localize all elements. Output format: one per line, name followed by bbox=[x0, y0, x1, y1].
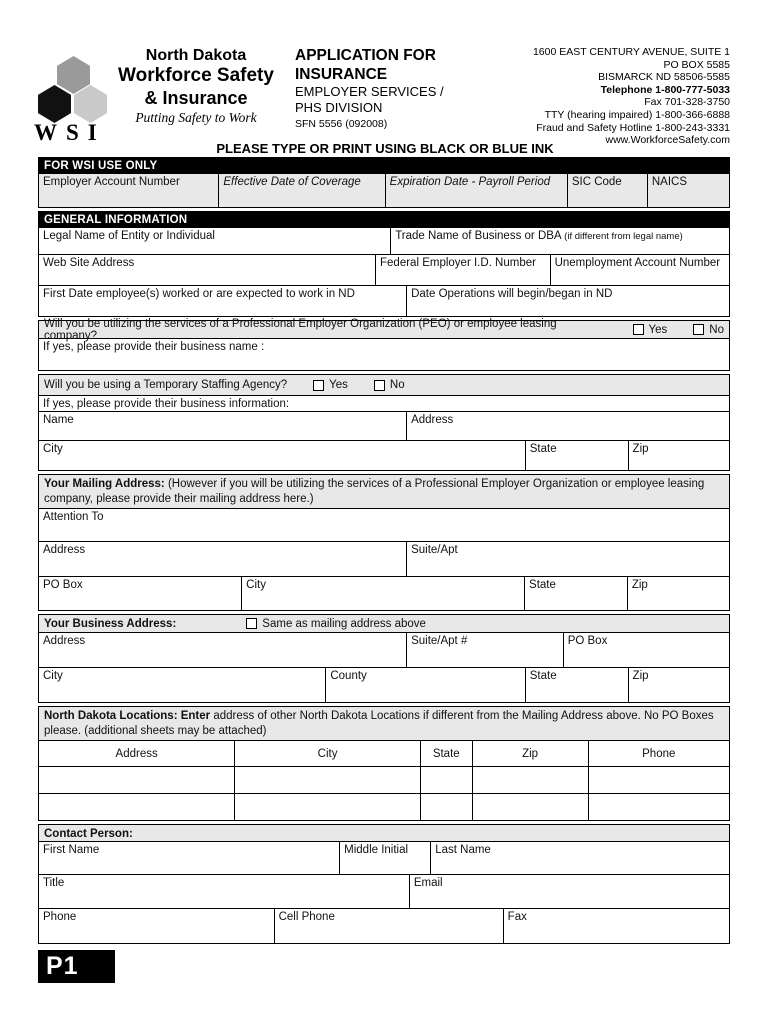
expiration-date-field[interactable] bbox=[385, 174, 567, 207]
peo-if-yes-label: If yes, please provide their business name : bbox=[43, 341, 265, 353]
business-suite-field[interactable] bbox=[406, 633, 563, 667]
agency-address-line1: 1600 EAST CENTURY AVENUE, SUITE 1 bbox=[532, 46, 730, 58]
peo-business-name-field[interactable] bbox=[39, 339, 729, 370]
agency-website: www.WorkforceSafety.com bbox=[605, 134, 730, 147]
dates-row bbox=[39, 285, 729, 316]
contact-middle-initial-label: Middle Initial bbox=[344, 844, 409, 856]
temp-agency-name-field[interactable] bbox=[39, 412, 406, 440]
mailing-pobox-label: PO Box bbox=[43, 579, 83, 591]
logo-tagline: Putting Safety to Work bbox=[135, 110, 257, 125]
nd-row2-address-cell[interactable] bbox=[39, 794, 234, 820]
fein-field[interactable] bbox=[375, 255, 550, 285]
first-work-date-label: First Date employee(s) worked or are expected to work in ND bbox=[43, 288, 355, 300]
mailing-suite-label: Suite/Apt bbox=[411, 544, 458, 556]
peo-yes-label: Yes bbox=[648, 323, 668, 336]
temp-agency-no-option bbox=[374, 379, 405, 391]
nd-row1-city-cell[interactable] bbox=[234, 767, 420, 793]
first-work-date-field[interactable] bbox=[39, 286, 406, 316]
nd-location-row-2 bbox=[39, 793, 729, 820]
agency-contact-block bbox=[460, 46, 730, 147]
contact-title-label: Title bbox=[43, 877, 65, 889]
nd-row2-zip-cell[interactable] bbox=[472, 794, 588, 820]
section-peo bbox=[38, 317, 730, 371]
nd-location-row-1 bbox=[39, 766, 729, 793]
effective-date-label: Effective Date of Coverage bbox=[223, 176, 361, 188]
temp-agency-if-yes-row bbox=[39, 395, 729, 411]
logo-name-line3: & Insurance bbox=[144, 88, 248, 108]
section-mailing-address bbox=[38, 474, 730, 611]
website-fein-row bbox=[39, 254, 729, 285]
business-county-field[interactable] bbox=[325, 668, 524, 702]
expiration-date-label: Expiration Date - Payroll Period bbox=[389, 176, 551, 188]
business-state-label: State bbox=[529, 670, 557, 682]
contact-title-field[interactable] bbox=[39, 875, 409, 908]
temp-agency-zip-field[interactable] bbox=[628, 441, 729, 470]
business-address-field[interactable] bbox=[39, 633, 406, 667]
temp-agency-name-address-row bbox=[39, 411, 729, 440]
temp-agency-no-checkbox[interactable] bbox=[374, 380, 385, 391]
nd-row1-phone-cell[interactable] bbox=[588, 767, 729, 793]
unemployment-account-label: Unemployment Account Number bbox=[554, 257, 721, 269]
naics-label: NAICS bbox=[651, 176, 688, 188]
temp-agency-zip-label: Zip bbox=[632, 443, 649, 455]
employer-account-label: Employer Account Number bbox=[43, 176, 180, 188]
mailing-address-row bbox=[39, 541, 729, 576]
wsi-use-title-bar: FOR WSI USE ONLY bbox=[39, 158, 729, 173]
nd-col-state: State bbox=[420, 741, 472, 766]
section-business-address bbox=[38, 614, 730, 703]
business-suite-label: Suite/Apt # bbox=[411, 635, 468, 647]
page-number-badge bbox=[38, 950, 115, 983]
business-address-row bbox=[39, 632, 729, 667]
wsi-logo bbox=[28, 44, 280, 145]
agency-fax: Fax 701-328-3750 bbox=[644, 96, 730, 109]
section-contact-person bbox=[38, 824, 730, 944]
nd-col-phone: Phone bbox=[588, 741, 729, 766]
temp-agency-yes-option bbox=[313, 379, 348, 391]
attention-row bbox=[39, 508, 729, 541]
contact-phone-label: Phone bbox=[43, 911, 77, 923]
peo-if-yes-row bbox=[39, 338, 729, 370]
nd-locations-header-row bbox=[39, 740, 729, 766]
legal-name-label: Legal Name of Entity or Individual bbox=[43, 230, 215, 242]
mailing-address-heading-rest: (However if you will be utilizing the services of a Professional Employer Organization or employee leasing company, please provide their mailing address here.) bbox=[44, 478, 705, 505]
contact-email-field[interactable] bbox=[409, 875, 729, 908]
same-as-mailing-checkbox[interactable] bbox=[246, 618, 257, 629]
agency-address-line3: BISMARCK ND 58506-5585 bbox=[598, 71, 730, 84]
business-county-label: County bbox=[330, 670, 367, 682]
mailing-address-heading-bold: Your Mailing Address: bbox=[44, 478, 165, 490]
business-zip-label: Zip bbox=[632, 670, 649, 682]
temp-agency-state-label: State bbox=[529, 443, 557, 455]
contact-cell-phone-field[interactable] bbox=[274, 909, 503, 943]
nd-row1-state-cell[interactable] bbox=[420, 767, 472, 793]
business-zip-field[interactable] bbox=[628, 668, 729, 702]
agency-address-line2: PO BOX 5585 bbox=[663, 58, 730, 71]
sic-code-field[interactable] bbox=[567, 174, 647, 207]
nd-row1-address-cell[interactable] bbox=[39, 767, 234, 793]
nd-col-address: Address bbox=[115, 747, 158, 760]
nd-locations-heading-rest: address of other North Dakota Locations if different from the Mailing Address above. No PO Boxes please. (additional sheets may be attached) bbox=[44, 710, 714, 737]
temp-agency-if-yes-label: If yes, please provide their business information: bbox=[43, 398, 290, 410]
agency-tty: TTY (hearing impaired) 1-800-366-6888 bbox=[544, 108, 730, 121]
nd-row1-zip-cell[interactable] bbox=[472, 767, 588, 793]
wsi-use-row bbox=[39, 173, 729, 207]
peo-yes-checkbox[interactable] bbox=[633, 324, 644, 335]
agency-hotline: Fraud and Safety Hotline 1-800-243-3331 bbox=[536, 121, 730, 134]
temp-agency-yes-checkbox[interactable] bbox=[313, 380, 324, 391]
wsi-acronym: WSI bbox=[34, 120, 106, 145]
contact-email-label: Email bbox=[413, 877, 443, 889]
section-general-info bbox=[38, 211, 730, 317]
unemployment-account-field[interactable] bbox=[550, 255, 729, 285]
website-field[interactable] bbox=[39, 255, 375, 285]
page-number: P1 bbox=[46, 952, 79, 980]
temp-agency-city-field[interactable] bbox=[39, 441, 525, 470]
mailing-city-label: City bbox=[246, 579, 266, 591]
peo-no-option bbox=[693, 324, 724, 336]
contact-name-row bbox=[39, 841, 729, 874]
peo-question-row bbox=[39, 317, 729, 342]
contact-phone-field[interactable] bbox=[39, 909, 274, 943]
contact-middle-initial-field[interactable] bbox=[339, 842, 430, 874]
attention-to-field[interactable] bbox=[39, 509, 729, 541]
mailing-address-label: Address bbox=[43, 544, 86, 556]
peo-no-checkbox[interactable] bbox=[693, 324, 704, 335]
mailing-zip-label: Zip bbox=[631, 579, 648, 591]
same-as-mailing-label: Same as mailing address above bbox=[262, 617, 426, 630]
nd-row2-city-cell[interactable] bbox=[234, 794, 420, 820]
wsi-logo-text bbox=[112, 46, 280, 127]
business-address-label: Address bbox=[43, 635, 86, 647]
section-temp-agency bbox=[38, 374, 730, 471]
contact-cell-phone-label: Cell Phone bbox=[278, 911, 335, 923]
logo-name-line2: Workforce Safety bbox=[118, 65, 274, 86]
section-wsi-use bbox=[38, 157, 730, 208]
temp-agency-city-label: City bbox=[43, 443, 63, 455]
temp-agency-city-row bbox=[39, 440, 729, 470]
business-state-field[interactable] bbox=[525, 668, 628, 702]
legal-trade-row bbox=[39, 227, 729, 254]
mailing-suite-field[interactable] bbox=[406, 542, 729, 576]
nd-row2-phone-cell[interactable] bbox=[588, 794, 729, 820]
employer-account-field[interactable] bbox=[39, 174, 218, 207]
form-subtitle-line1: EMPLOYER SERVICES / bbox=[295, 84, 444, 99]
agency-telephone: Telephone 1-800-777-5033 bbox=[600, 83, 730, 96]
temp-agency-question: Will you be using a Temporary Staffing Agency? bbox=[44, 379, 288, 391]
temp-agency-address-field[interactable] bbox=[406, 412, 729, 440]
temp-agency-yes-label: Yes bbox=[329, 379, 348, 391]
contact-first-name-label: First Name bbox=[43, 844, 100, 856]
temp-agency-if-yes bbox=[39, 396, 729, 411]
operations-date-label: Date Operations will begin/began in ND bbox=[411, 288, 613, 300]
temp-agency-name-label: Name bbox=[43, 414, 74, 426]
contact-last-name-label: Last Name bbox=[435, 844, 491, 856]
nd-col-zip: Zip bbox=[472, 741, 588, 766]
temp-agency-state-field[interactable] bbox=[525, 441, 628, 470]
mailing-state-field[interactable] bbox=[524, 577, 627, 610]
contact-title-row bbox=[39, 874, 729, 908]
business-city-field[interactable] bbox=[39, 668, 325, 702]
effective-date-field[interactable] bbox=[218, 174, 384, 207]
trade-name-label: Trade Name of Business or DBA bbox=[395, 230, 561, 242]
form-number: SFN 5556 (092008) bbox=[295, 118, 388, 130]
trade-name-field[interactable] bbox=[390, 228, 729, 254]
nd-locations-heading-bold: North Dakota Locations: Enter bbox=[44, 710, 211, 722]
attention-to-label: Attention To bbox=[43, 511, 104, 523]
mailing-address-heading bbox=[39, 475, 729, 508]
insurance-application-form bbox=[38, 157, 730, 947]
contact-fax-field[interactable] bbox=[503, 909, 729, 943]
mailing-city-field[interactable] bbox=[241, 577, 524, 610]
business-pobox-label: PO Box bbox=[567, 635, 608, 647]
section-nd-locations bbox=[38, 706, 730, 821]
trade-name-note: (if different from legal name) bbox=[564, 231, 683, 242]
mailing-state-label: State bbox=[529, 579, 556, 591]
temp-agency-question-row bbox=[39, 375, 729, 395]
contact-phone-row bbox=[39, 908, 729, 943]
general-info-title-bar: GENERAL INFORMATION bbox=[39, 212, 729, 227]
ink-instruction: PLEASE TYPE OR PRINT USING BLACK OR BLUE INK bbox=[216, 141, 554, 156]
peo-no-label: No bbox=[709, 323, 724, 336]
contact-person-heading bbox=[39, 825, 729, 841]
business-pobox-field[interactable] bbox=[563, 633, 729, 667]
business-city-row bbox=[39, 667, 729, 702]
mailing-pobox-field[interactable] bbox=[39, 577, 241, 610]
mailing-zip-field[interactable] bbox=[627, 577, 729, 610]
operations-date-field[interactable] bbox=[406, 286, 729, 316]
form-title-line1: APPLICATION FOR bbox=[295, 47, 436, 64]
business-address-heading bbox=[39, 615, 729, 632]
contact-fax-label: Fax bbox=[507, 911, 527, 923]
mailing-pobox-row bbox=[39, 576, 729, 610]
contact-last-name-field[interactable] bbox=[430, 842, 729, 874]
nd-col-city: City bbox=[234, 741, 420, 766]
same-as-mailing-option bbox=[246, 618, 426, 630]
contact-person-heading-label: Contact Person: bbox=[44, 828, 133, 840]
fein-label: Federal Employer I.D. Number bbox=[380, 257, 536, 269]
website-label: Web Site Address bbox=[43, 257, 135, 269]
mailing-address-field[interactable] bbox=[39, 542, 406, 576]
sic-code-label: SIC Code bbox=[571, 176, 622, 188]
wsi-hexagons-icon bbox=[30, 56, 112, 120]
temp-agency-address-label: Address bbox=[411, 414, 454, 426]
nd-row2-state-cell[interactable] bbox=[420, 794, 472, 820]
logo-name-line1: North Dakota bbox=[145, 47, 247, 64]
business-city-label: City bbox=[43, 670, 63, 682]
form-title-line2: INSURANCE bbox=[295, 66, 388, 83]
contact-first-name-field[interactable] bbox=[39, 842, 339, 874]
nd-locations-heading bbox=[39, 707, 729, 740]
legal-name-field[interactable] bbox=[39, 228, 390, 254]
form-subtitle-line2: PHS DIVISION bbox=[295, 100, 383, 115]
naics-field[interactable] bbox=[647, 174, 729, 207]
hexagon-left-icon bbox=[38, 85, 71, 123]
peo-question: Will you be utilizing the services of a Professional Employer Organization (PEO) or employee leasing company? bbox=[44, 317, 557, 342]
peo-yes-option bbox=[633, 324, 668, 336]
temp-agency-no-label: No bbox=[389, 379, 405, 391]
business-address-heading-bold: Your Business Address: bbox=[44, 617, 177, 630]
